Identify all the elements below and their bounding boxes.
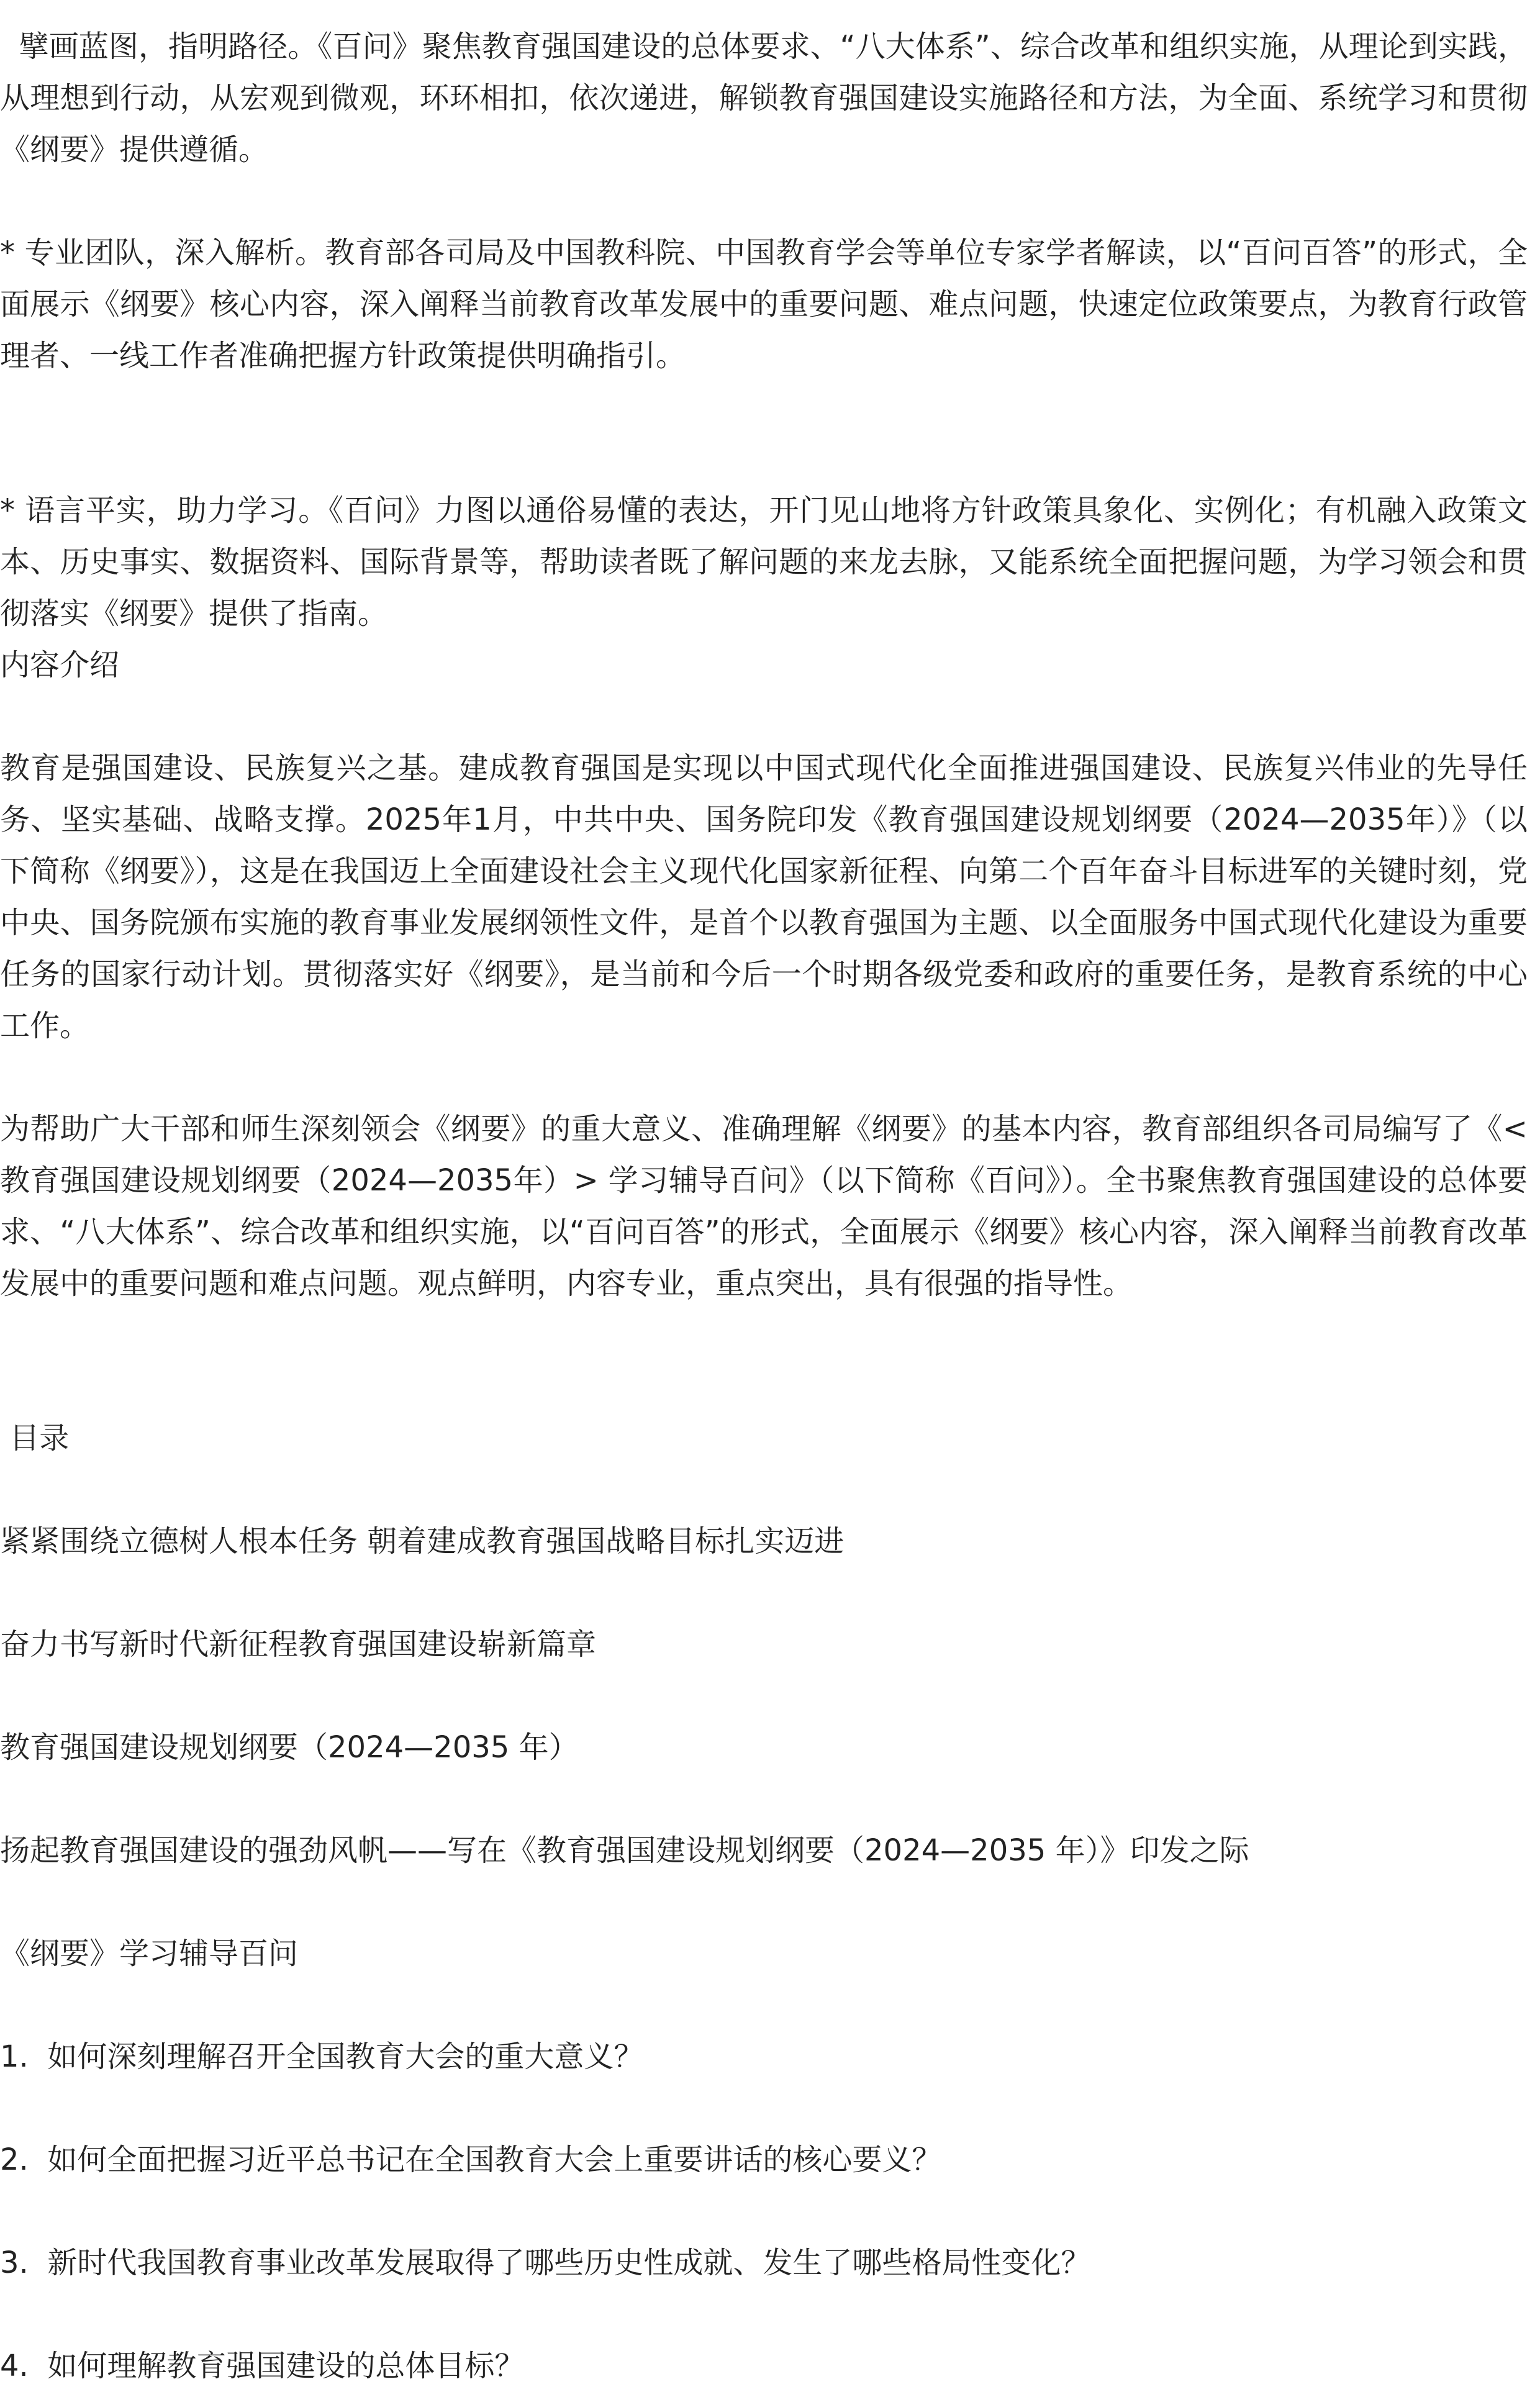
intro-paragraph-plain-language: * 语言平实，助力学习。《百问》力图以通俗易懂的表达，开门见山地将方针政策具象化、实例化；有机融入政策文本、历史事实、数据资料、国际背景等，帮助读者既了解问题的来龙去脉，又能系统全面把握问题，为学习领会和贯彻落实《纲要》提供了指南。 — [0, 493, 1528, 631]
content-paragraph-background: 教育是强国建设、民族复兴之基。建成教育强国是实现以中国式现代化全面推进强国建设、民族复兴伟业的先导任务、坚实基础、战略支撑。2025年1月，中共中央、国务院印发《教育强国建设规划纲要（2024—2035年）》（以下简称《纲要》），这是在我国迈上全面建设社会主义现代化国家新征程、向第二个百年奋斗目标进军的关键时刻，党中央、国务院颁布实施的教育事业发展纲领性文件，是首个以教育强国为主题、以全面服务中国式现代化建设为重要任务的国家行动计划。贯彻落实好《纲要》，是当前和今后一个时期各级党委和政府的重要任务，是教育系统的中心工作。 — [0, 751, 1528, 1043]
toc-item[interactable]: 1. 如何深刻理解召开全国教育大会的重大意义？ — [0, 2039, 644, 2074]
content-paragraph-purpose: 为帮助广大干部和师生深刻领会《纲要》的重大意义、准确理解《纲要》的基本内容，教育部组织各司局编写了《<教育强国建设规划纲要（2024—2035年）> 学习辅导百问》（以下简称《百问》）。全书聚焦教育强国建设的总体要求、“八大体系”、综合改革和组织实施，以“百问百答”的形式，全面展示《纲要》核心内容，深入阐释当前教育改革发展中的重要问题和难点问题。观点鲜明，内容专业，重点突出，具有很强的指导性。 — [0, 1112, 1528, 1301]
intro-paragraph-expert-team: * 专业团队，深入解析。教育部各司局及中国教科院、中国教育学会等单位专家学者解读，以“百问百答”的形式，全面展示《纲要》核心内容，深入阐释当前教育改革发展中的重要问题、难点问题，快速定位政策要点，为教育行政管理者、一线工作者准确把握方针政策提供明确指引。 — [0, 235, 1528, 373]
intro-paragraph-vision: 擘画蓝图，指明路径。《百问》聚焦教育强国建设的总体要求、“八大体系”、综合改革和组织实施，从理论到实践，从理想到行动，从宏观到微观，环环相扣，依次递进，解锁教育强国建设实施路径和方法，为全面、系统学习和贯彻《纲要》提供遵循。 — [0, 29, 1528, 167]
toc-item[interactable]: 教育强国建设规划纲要（2024—2035 年） — [0, 1730, 579, 1765]
content-intro-heading: 内容介绍 — [0, 648, 120, 682]
toc-item[interactable]: 4. 如何理解教育强国建设的总体目标？ — [0, 2349, 525, 2383]
toc-item[interactable]: 3. 新时代我国教育事业改革发展取得了哪些历史性成就、发生了哪些格局性变化？ — [0, 2245, 1091, 2280]
toc-item[interactable]: 奋力书写新时代新征程教育强国建设崭新篇章 — [0, 1627, 597, 1662]
toc-item[interactable]: 2. 如何全面把握习近平总书记在全国教育大会上重要讲话的核心要义？ — [0, 2142, 942, 2177]
toc-item[interactable]: 扬起教育强国建设的强劲风帆——写在《教育强国建设规划纲要（2024—2035 年）》印发之际 — [0, 1833, 1249, 1868]
toc-item[interactable]: 紧紧围绕立德树人根本任务 朝着建成教育强国战略目标扎实迈进 — [0, 1524, 845, 1559]
toc-heading: 目录 — [0, 1421, 70, 1456]
toc-item[interactable]: 《纲要》学习辅导百问 — [0, 1936, 299, 1971]
